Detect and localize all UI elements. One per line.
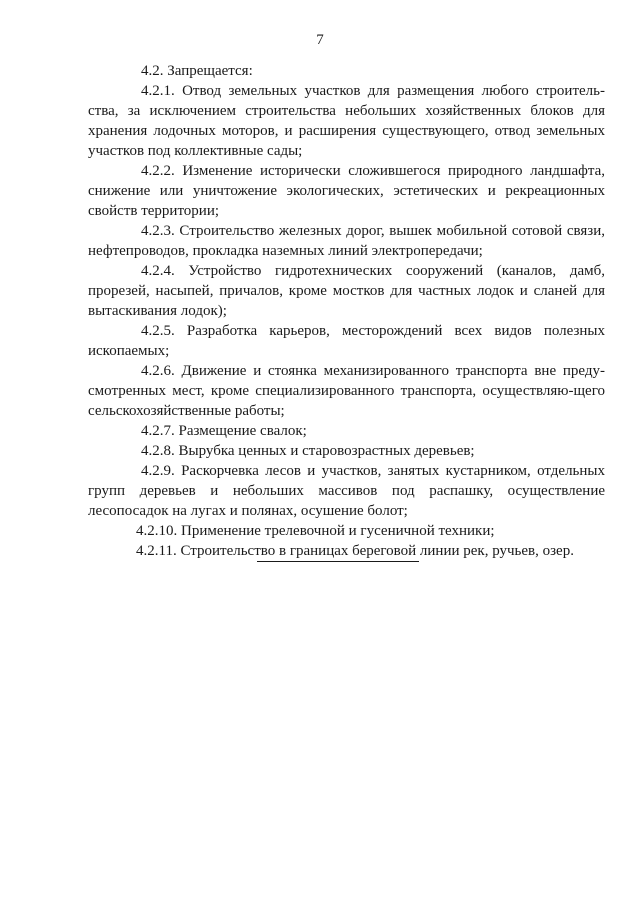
document-body: [88, 61, 605, 561]
list-item: 4.2.7. Размещение свалок;: [141, 423, 307, 439]
list-item: 4.2.10. Применение трелевочной и гусеничной техники;: [136, 523, 495, 539]
list-item: 4.2.2. Изменение исторически сложившегося природного ландшафта, снижение или уничтожение экологических, эстетических и рекреационных свойств территории;: [88, 163, 605, 219]
list-item: 4.2.6. Движение и стоянка механизированного транспорта вне преду-смотренных мест, кроме специализированного транспорта, осуществляю-щего сельскохозяйственные работы;: [88, 363, 605, 419]
list-item: 4.2.5. Разработка карьеров, месторождений всех видов полезных ископаемых;: [88, 323, 605, 359]
list-item: 4.2.3. Строительство железных дорог, вышек мобильной сотовой связи, нефтепроводов, прокладка наземных линий электропередачи;: [88, 223, 605, 259]
list-item: 4.2.8. Вырубка ценных и старовозрастных деревьев;: [141, 443, 475, 459]
page-number: 7: [316, 32, 324, 48]
end-of-text-divider: [257, 561, 419, 562]
section-heading: 4.2. Запрещается:: [141, 63, 253, 79]
list-item: 4.2.11. Строительство в границах береговой линии рек, ручьев, озер.: [136, 543, 574, 559]
list-item: 4.2.4. Устройство гидротехнических сооружений (каналов, дамб, прорезей, насыпей, причалов, кроме мостков для частных лодок и сланей для вытаскивания лодок);: [88, 263, 605, 319]
list-item: 4.2.1. Отвод земельных участков для размещения любого строитель-ства, за исключением строительства небольших хозяйственных блоков для хранения лодочных моторов, и расширения существующего, отвод земельных участков под коллективные сады;: [88, 83, 605, 159]
list-item: 4.2.9. Раскорчевка лесов и участков, занятых кустарником, отдельных групп деревьев и небольших массивов под распашку, осуществление лесопосадок на лугах и полянах, осушение болот;: [88, 463, 605, 519]
